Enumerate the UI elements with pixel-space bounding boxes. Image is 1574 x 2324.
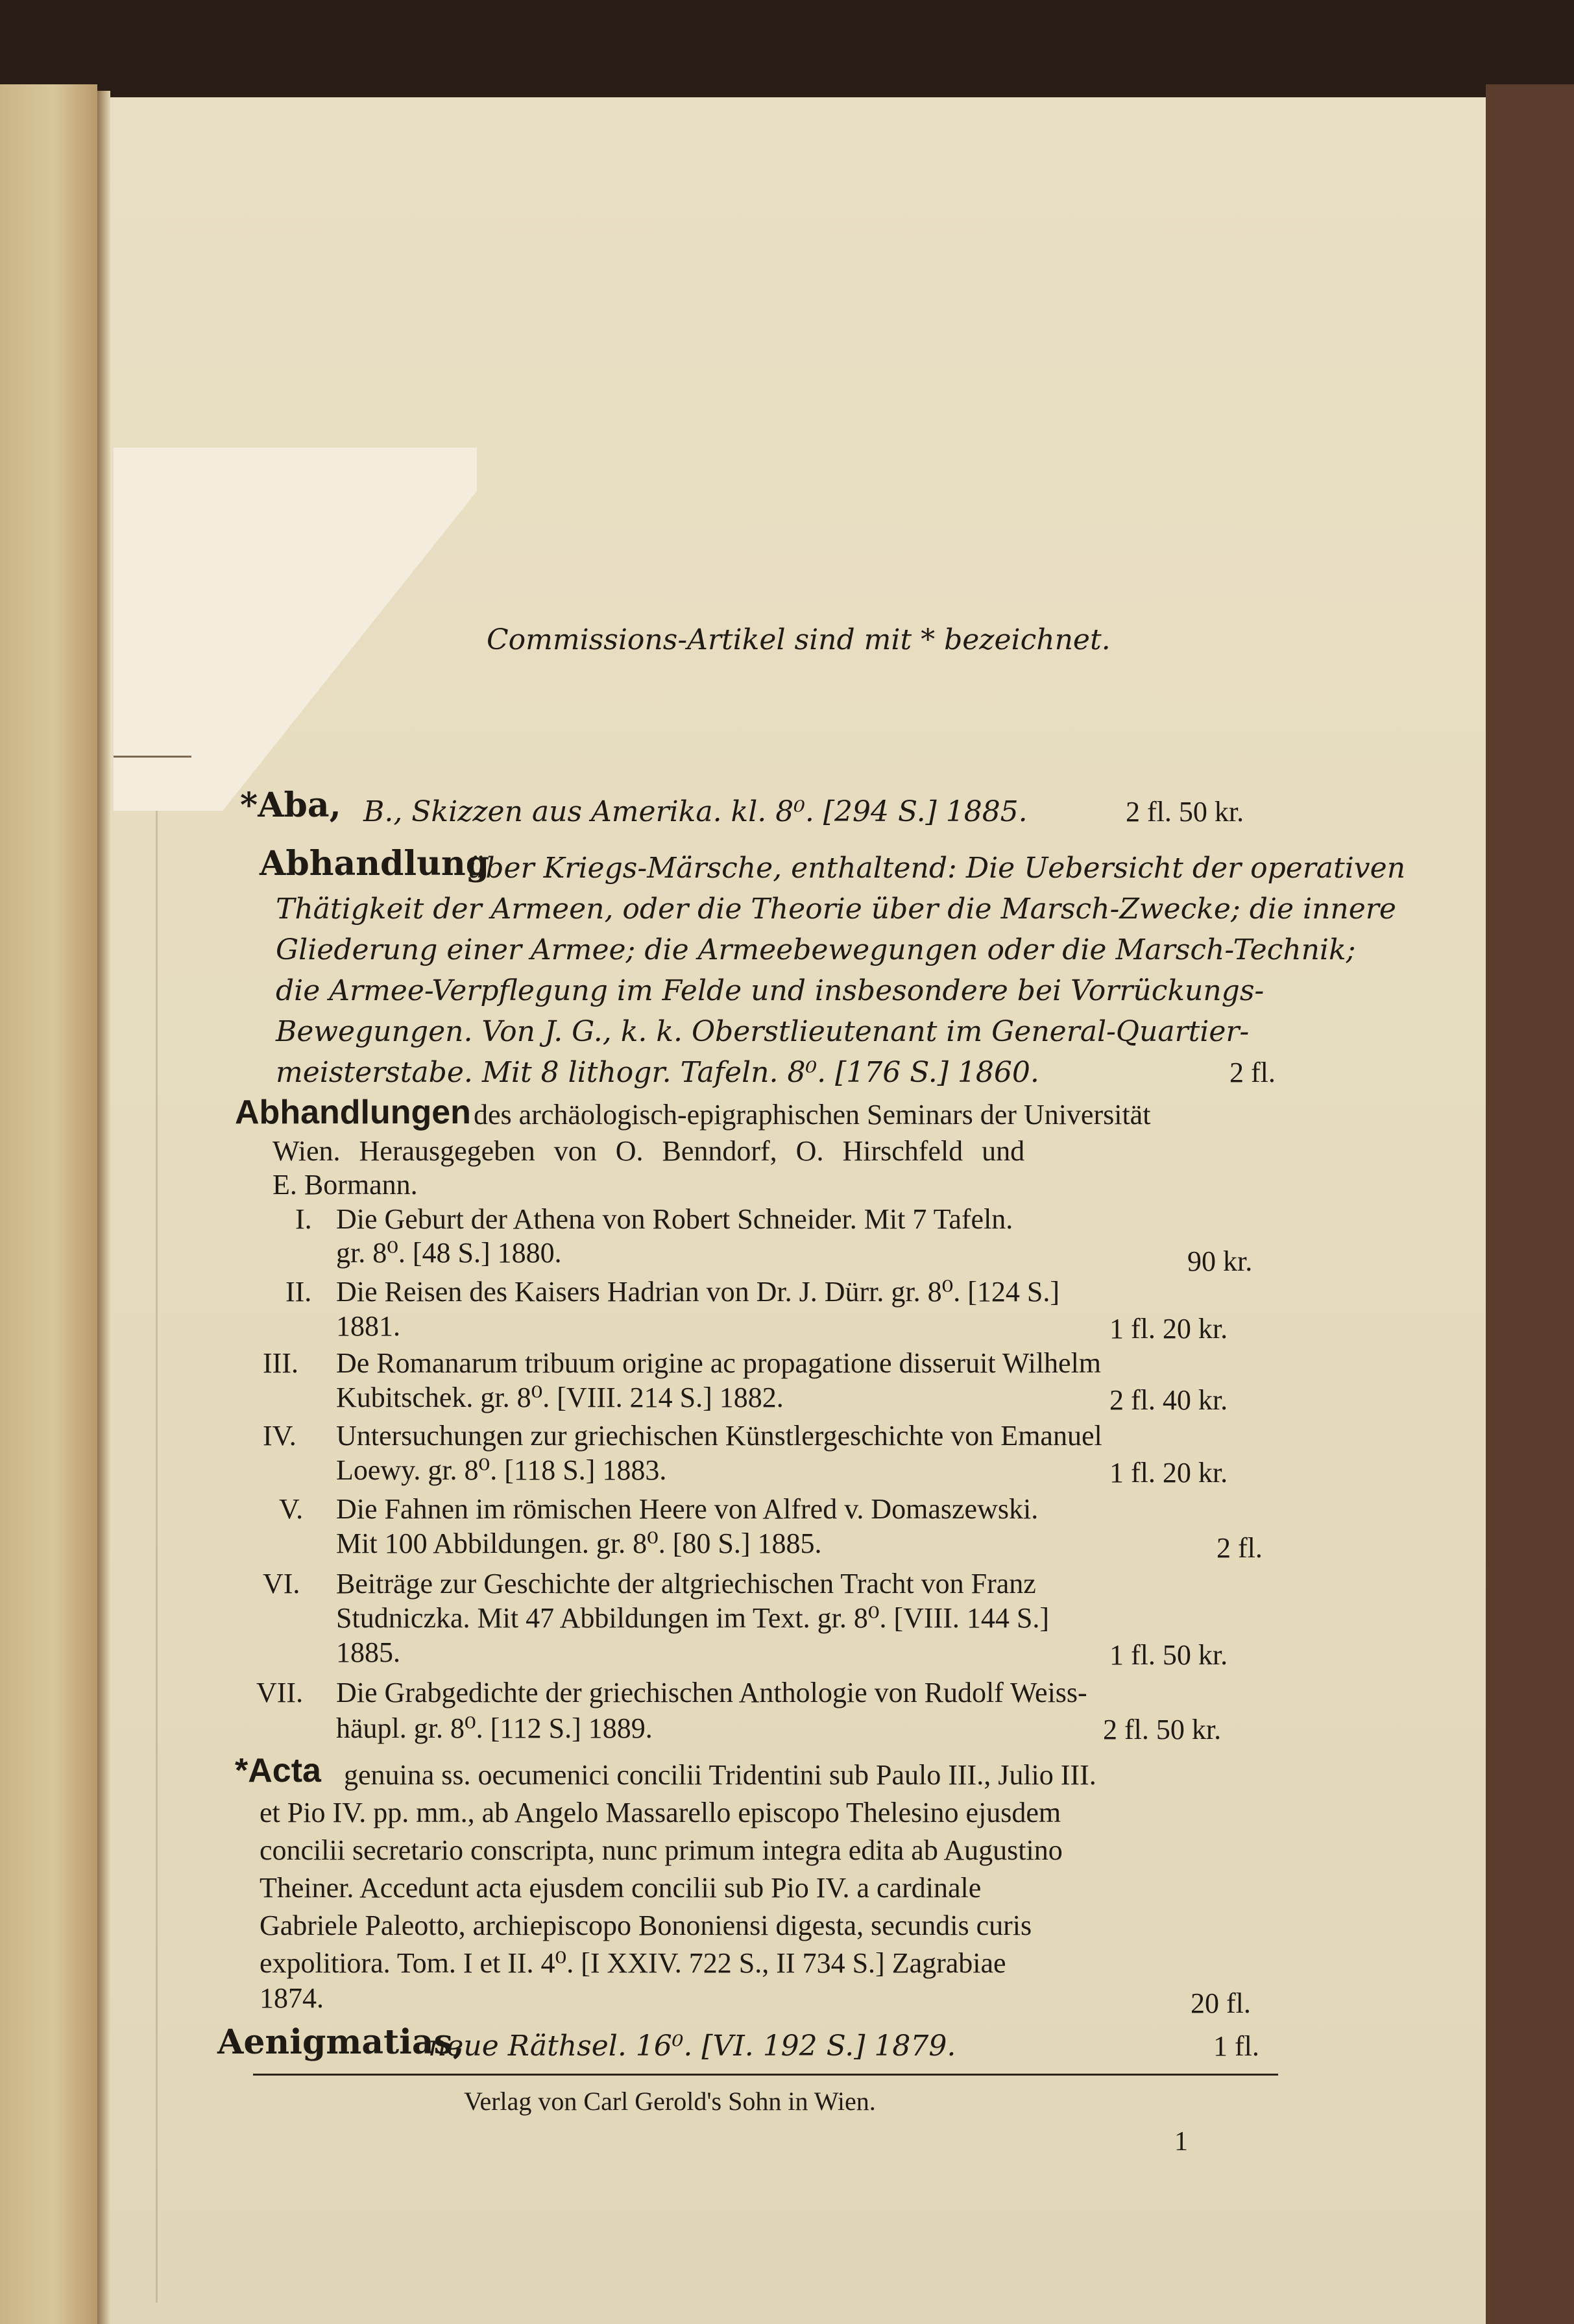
item-line: Beiträge zur Geschichte der altgriechischen Tracht von Franz xyxy=(336,1568,1036,1599)
facing-page xyxy=(0,84,97,2324)
item-number: I. xyxy=(295,1203,312,1235)
entry-abhandlungen-title: Abhandlungen xyxy=(235,1094,471,1131)
entry-abhandlung-line: Bewegungen. Von J. G., k. k. Oberstlieutenant im General-Quartier- xyxy=(276,1015,1250,1048)
entry-abhandlung-line: Gliederung einer Armee; die Armeebewegungen oder die Marsch-Technik; xyxy=(276,933,1356,966)
item-line: Die Grabgedichte der griechischen Anthologie von Rudolf Weiss- xyxy=(336,1677,1087,1708)
item-line: Die Fahnen im römischen Heere von Alfred v. Domaszewski. xyxy=(336,1493,1039,1525)
item-number: II. xyxy=(285,1276,312,1308)
entry-aba-price: 2 fl. 50 kr. xyxy=(1126,796,1244,828)
item-line: Mit 100 Abbildungen. gr. 8⁰. [80 S.] 1885. xyxy=(336,1527,822,1559)
item-line: häupl. gr. 8⁰. [112 S.] 1889. xyxy=(336,1712,653,1744)
entry-aenigmatias-text: neue Räthsel. 16⁰. [VI. 192 S.] 1879. xyxy=(428,2030,956,2063)
entry-acta-title: *Acta xyxy=(235,1752,321,1790)
footer-rule xyxy=(253,2074,1278,2076)
tape-mark xyxy=(114,756,191,758)
item-price: 2 fl. 50 kr. xyxy=(1103,1714,1222,1745)
margin-shadow xyxy=(156,811,158,2303)
page-number: 1 xyxy=(1174,2127,1188,2157)
item-price: 90 kr. xyxy=(1187,1245,1253,1277)
item-line: 1881. xyxy=(336,1310,400,1342)
entry-acta-line: et Pio IV. pp. mm., ab Angelo Massarello episcopo Thelesino ejusdem xyxy=(260,1797,1061,1828)
item-line: Die Geburt der Athena von Robert Schneider. Mit 7 Tafeln. xyxy=(336,1203,1013,1235)
item-line: Die Reisen des Kaisers Hadrian von Dr. J. Dürr. gr. 8⁰. [124 S.] xyxy=(336,1276,1060,1308)
entry-acta-line: concilii secretario conscripta, nunc primum integra edita ab Augustino xyxy=(260,1834,1063,1866)
entry-acta-line: Gabriele Paleotto, archiepiscopo Bononiensi digesta, secundis curis xyxy=(260,1910,1032,1941)
item-price: 2 fl. 40 kr. xyxy=(1109,1384,1228,1416)
item-line: 1885. xyxy=(336,1636,400,1668)
item-number: VI. xyxy=(263,1568,300,1599)
item-number: III. xyxy=(263,1347,298,1379)
item-number: IV. xyxy=(263,1420,297,1452)
book-gutter xyxy=(97,91,110,2324)
item-line: Studniczka. Mit 47 Abbildungen im Text. gr. 8⁰. [VIII. 144 S.] xyxy=(336,1602,1049,1634)
entry-acta-line: 1874. xyxy=(260,1982,324,2014)
entry-abhandlung-price: 2 fl. xyxy=(1229,1057,1276,1088)
entry-aba-text: B., Skizzen aus Amerika. kl. 8⁰. [294 S.] 1885. xyxy=(363,795,1028,828)
entry-abhandlung-line: über Kriegs-Märsche, enthaltend: Die Uebersicht der operativen xyxy=(467,852,1406,885)
book-top-edge xyxy=(0,0,1574,97)
book-cover-edge xyxy=(1486,84,1574,2324)
entry-abhandlung-line: meisterstabe. Mit 8 lithogr. Tafeln. 8⁰. [176 S.] 1860. xyxy=(276,1056,1039,1089)
item-number: V. xyxy=(279,1493,304,1525)
item-number: VII. xyxy=(256,1677,304,1708)
publisher-footer: Verlag von Carl Gerold's Sohn in Wien. xyxy=(464,2087,876,2116)
item-line: Kubitschek. gr. 8⁰. [VIII. 214 S.] 1882. xyxy=(336,1382,784,1413)
entry-abhandlung-line: die Armee-Verpflegung im Felde und insbesondere bei Vorrückungs- xyxy=(276,974,1265,1007)
item-price: 2 fl. xyxy=(1217,1532,1263,1564)
item-price: 1 fl. 50 kr. xyxy=(1109,1639,1228,1671)
entry-abhandlung-title: Abhandlung xyxy=(260,844,490,883)
item-price: 1 fl. 20 kr. xyxy=(1109,1457,1228,1489)
entry-abhandlung-line: Thätigkeit der Armeen, oder die Theorie über die Marsch-Zwecke; die innere xyxy=(276,892,1396,926)
entry-abhandlungen-line: Wien. Herausgegeben von O. Benndorf, O. Hirschfeld und xyxy=(272,1135,1025,1167)
entry-aba-title: *Aba, xyxy=(240,785,341,825)
entry-aenigmatias-price: 1 fl. xyxy=(1213,2030,1259,2062)
entry-aenigmatias-title: Aenigmatias, xyxy=(217,2022,465,2062)
entry-acta-line: expolitiora. Tom. I et II. 4⁰. [I XXIV. 722 S., II 734 S.] Zagrabiae xyxy=(260,1947,1006,1979)
entry-acta-line: Theiner. Accedunt acta ejusdem concilii sub Pio IV. a cardinale xyxy=(260,1872,982,1904)
entry-acta-line: genuina ss. oecumenici concilii Tridentini sub Paulo III., Julio III. xyxy=(344,1759,1096,1791)
entry-abhandlungen-line: des archäologisch-epigraphischen Seminars der Universität xyxy=(474,1099,1151,1131)
item-line: De Romanarum tribuum origine ac propagatione disseruit Wilhelm xyxy=(336,1347,1102,1379)
entry-abhandlungen-line: E. Bormann. xyxy=(272,1169,418,1201)
item-line: Loewy. gr. 8⁰. [118 S.] 1883. xyxy=(336,1454,667,1486)
commission-note: Commissions-Artikel sind mit * bezeichnet. xyxy=(487,623,1111,656)
entry-acta-price: 20 fl. xyxy=(1191,1987,1251,2019)
item-price: 1 fl. 20 kr. xyxy=(1109,1313,1228,1345)
item-line: gr. 8⁰. [48 S.] 1880. xyxy=(336,1237,562,1269)
item-line: Untersuchungen zur griechischen Künstlergeschichte von Emanuel xyxy=(336,1420,1102,1452)
